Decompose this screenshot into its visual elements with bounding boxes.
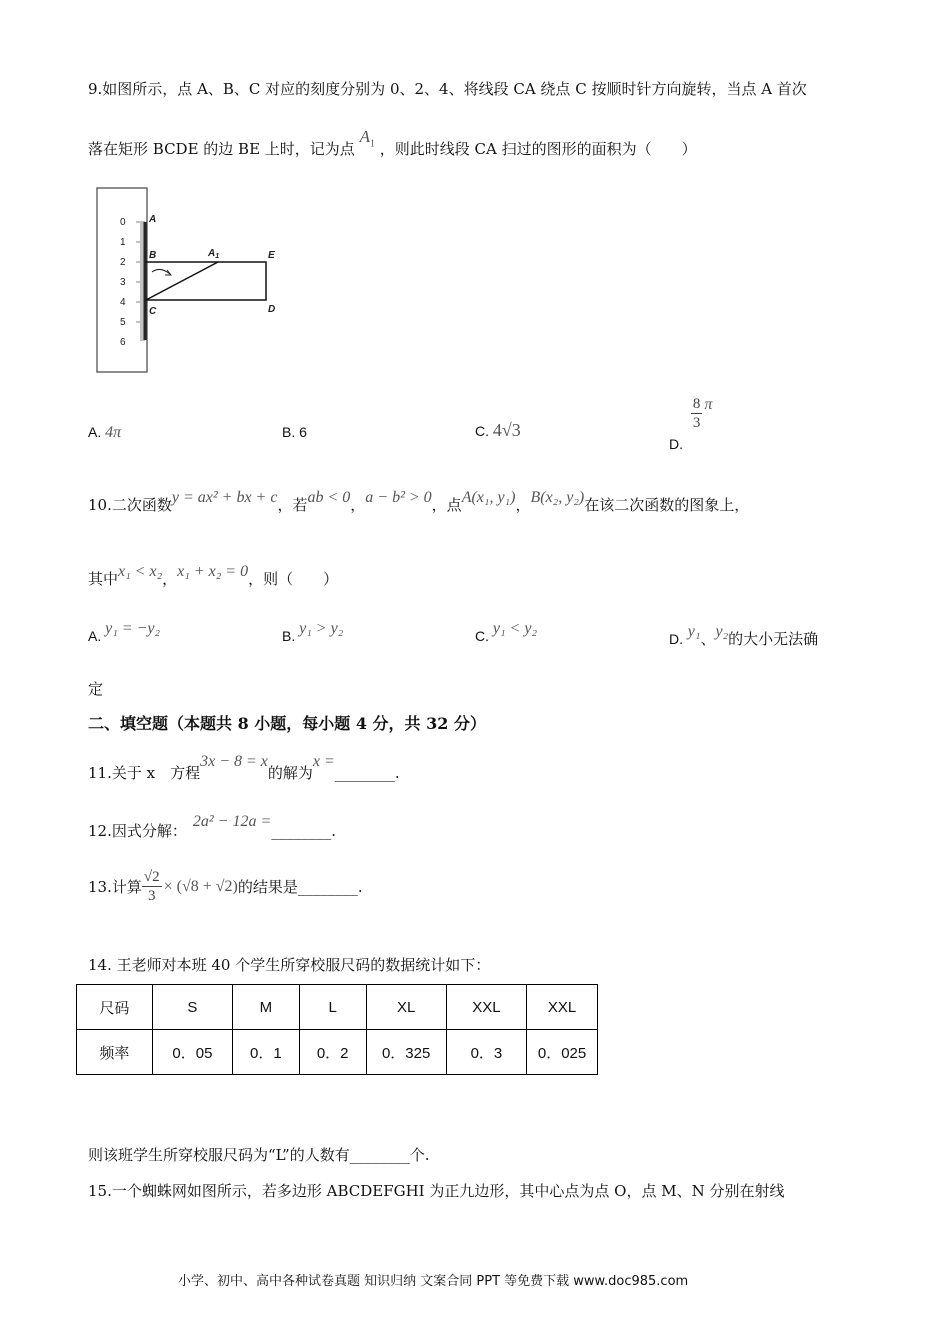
point-e-label: E (268, 250, 275, 261)
q12-answer-blank[interactable]: ________. (271, 822, 337, 840)
q10-option-d-continued: 定 (88, 680, 104, 698)
point-c-label: C (149, 306, 157, 317)
q9-option-d[interactable]: D. $\frac{8}{3}$ π (669, 396, 713, 453)
q13-fraction: $\frac{√2}{3}$ (143, 869, 160, 904)
q9-line1: 9.如图所示，点 A、B、C 对应的刻度分别为 0、2、4、将线段 CA 绕点 C 按顺时针方向旋转，当点 A 首次 (88, 80, 807, 98)
q9-option-c[interactable]: C. 4√3 (475, 420, 521, 440)
table-cell: 0．325 (366, 1030, 446, 1075)
point-b-label: B (149, 250, 157, 261)
q9-figure (88, 186, 298, 380)
page-footer[interactable]: 小学、初中、高中各种试卷真题 知识归纳 文案合同 PPT 等免费下载 www.doc985.com (178, 1274, 689, 1289)
q10-point-a: A(x₁, y₁) (461, 489, 516, 506)
table-cell: 频率 (77, 1030, 153, 1075)
q13-answer-blank[interactable]: 的结果是________. (237, 878, 363, 896)
q13: 13.计算 $\frac{√2}{3}$ × (√8 + √2)的结果是________. (88, 869, 363, 904)
q9-line2 (88, 127, 697, 161)
tick-label: 6 (120, 337, 126, 348)
q10-line1: 10.二次函数y = ax² + bx + c，若ab < 0，a − b² > 0，点A(x₁, y₁)，B(x₂, y₂)在该二次函数的图象上， (88, 489, 750, 514)
q10-option-b[interactable]: B. y₁ > y₂ (282, 620, 344, 644)
table-cell: XL (366, 985, 446, 1030)
table-cell: XXL (527, 985, 598, 1030)
segment-ca1 (146, 262, 218, 300)
table-cell: XXL (446, 985, 526, 1030)
table-row (77, 1030, 598, 1075)
q15-text: 15.一个蜘蛛网如图所示，若多边形 ABCDEFGHI 为正九边形，其中心点为点 O，点 M、N 分别在射线 (88, 1182, 785, 1200)
q10-function: y = ax² + bx + c (171, 489, 278, 506)
tick-label: 0 (120, 217, 126, 228)
tick-label: 4 (120, 297, 126, 308)
table-header-row (77, 985, 598, 1030)
point-d-label: D (268, 304, 276, 315)
q9-option-d-fraction: $\frac{8}{3}$ (692, 396, 701, 431)
table-cell: 0．025 (527, 1030, 598, 1075)
table-cell: S (152, 985, 232, 1030)
table-cell: 0．1 (232, 1030, 299, 1075)
q9-point-a1: $A_1$ (359, 127, 375, 150)
point-a-label: A (149, 214, 157, 225)
q10-option-c[interactable]: C. y₁ < y₂ (475, 620, 538, 644)
table-cell: L (299, 985, 366, 1030)
tick-label: 2 (120, 257, 126, 268)
table-cell: M (232, 985, 299, 1030)
section-2-title: 二、填空题（本题共 8 小题，每小题 4 分，共 32 分） (88, 714, 486, 733)
q10-point-b: B(x₂, y₂) (530, 489, 585, 506)
point-a1-label: $A_1$ (208, 248, 220, 260)
q12: 12.因式分解：2a² − 12a =________. (88, 813, 337, 840)
q9-line2-pre: 落在矩形 BCDE 的边 BE 上时，记为点 (88, 140, 355, 158)
q9-option-a[interactable]: A. 4π (88, 424, 122, 441)
table-cell: 尺码 (77, 985, 153, 1030)
tick-label: 5 (120, 317, 126, 328)
q14-question: 则该班学生所穿校服尺码为“L”的人数有________个. (88, 1146, 430, 1164)
tick-label: 3 (120, 277, 126, 288)
q14-intro: 14. 王老师对本班 40 个学生所穿校服尺码的数据统计如下： (88, 956, 491, 974)
q10-option-a[interactable]: A. y₁ = −y₂ (88, 620, 161, 644)
q11: 11.关于 x 方程3x − 8 = x的解为x =________. (88, 753, 400, 782)
tick-label: 1 (120, 237, 126, 248)
q9-line2-post: ，则此时线段 CA 扫过的图形的面积为（ ） (379, 140, 697, 158)
table-cell: 0．05 (152, 1030, 232, 1075)
q9-option-b[interactable]: B. 6 (282, 424, 307, 440)
table-cell: 0．3 (446, 1030, 526, 1075)
q10-option-d[interactable]: D. y₁、y₂的大小无法确 (669, 623, 819, 648)
size-frequency-table (76, 984, 598, 1075)
q11-answer-blank[interactable]: ________. (334, 764, 400, 782)
table-cell: 0．2 (299, 1030, 366, 1075)
q10-line2: 其中x₁ < x₂，x₁ + x₂ = 0，则（ ） (88, 563, 339, 588)
